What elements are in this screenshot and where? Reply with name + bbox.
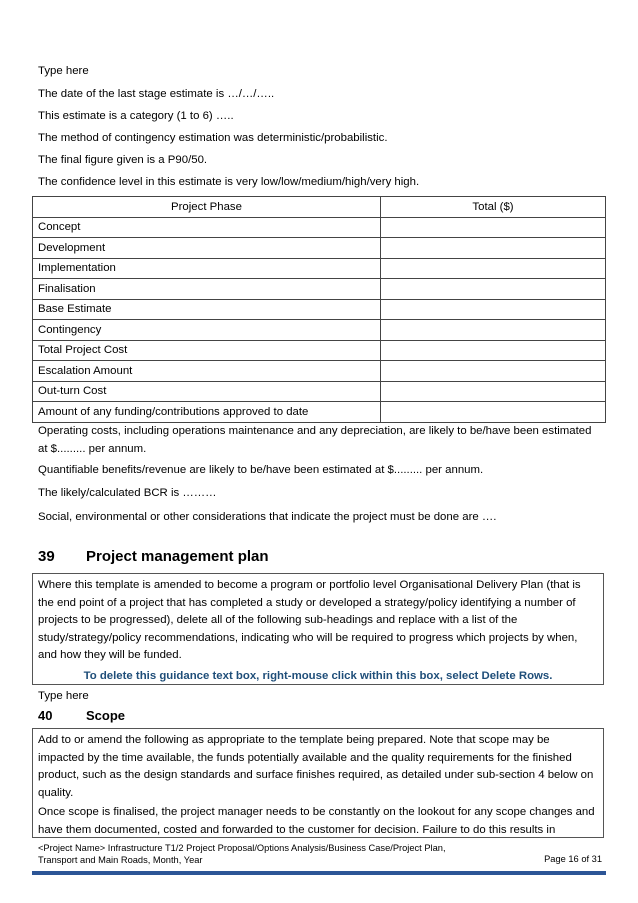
row-label: Base Estimate [33, 299, 381, 320]
row-label: Escalation Amount [33, 361, 381, 382]
table-row [33, 258, 606, 279]
column-header-phase: Project Phase [33, 197, 381, 218]
guidance-text: Once scope is finalised, the project manager needs to be constantly on the lookout for any scope changes and have them documented, costed and forwarded to the customer for decision. Failure to do this results in [38, 806, 595, 836]
table-row [33, 279, 606, 300]
footer [38, 842, 446, 866]
row-label: Concept [33, 217, 381, 238]
section-title: Project management plan [86, 548, 269, 565]
row-label: Development [33, 238, 381, 259]
guidance-box-39[interactable] [32, 573, 604, 685]
total-cell[interactable] [381, 381, 606, 402]
table-row [33, 381, 606, 402]
bcr-text: The likely/calculated BCR is ……… [38, 487, 217, 499]
delete-guidance-note: To delete this guidance text box, right-mouse click within this box, select Delete Rows. [83, 669, 553, 682]
table-row [33, 340, 606, 361]
confidence-level-line: The confidence level in this estimate is very low/low/medium/high/very high. [38, 176, 420, 188]
section-number: 40 [38, 708, 53, 723]
section-title: Scope [86, 708, 126, 723]
estimate-category-line: This estimate is a category (1 to 6) ….. [38, 110, 234, 122]
total-cell[interactable] [381, 340, 606, 361]
table-row [33, 238, 606, 259]
row-label: Contingency [33, 320, 381, 341]
row-label: Finalisation [33, 279, 381, 300]
footer-line-1: <Project Name> Infrastructure T1/2 Project Proposal/Options Analysis/Business Case/Project Plan, [38, 843, 446, 853]
row-label: Implementation [33, 258, 381, 279]
table-row [33, 361, 606, 382]
row-label: Total Project Cost [33, 340, 381, 361]
guidance-text: Add to or amend the following as appropriate to the template being prepared. Note that scope may be impacted by the time available, the funds potentially available and the quality requirements for the finished product, such as the design standards and surface finishes required, as detailed under sub-section 4 below on quality. [38, 734, 594, 799]
social-considerations-text: Social, environmental or other considerations that indicate the project must be done are …. [38, 511, 497, 523]
column-header-total: Total ($) [381, 197, 606, 218]
operating-costs-text: Operating costs, including operations maintenance and any depreciation, are likely to be/have been estimated at $......... per annum. [38, 425, 592, 455]
section-number: 39 [38, 548, 55, 565]
guidance-text: Where this template is amended to become a program or portfolio level Organisational Delivery Plan (that is the end point of a project that has completed a study or developed a strategy/policy identifying a number of projects to be progressed), delete all of the following sub-headings and replace with a list of the study/strategy/policy recommendations, indicating who will be required to progress which projects by when, and how they will be funded. [38, 579, 581, 661]
table-row [33, 320, 606, 341]
total-cell[interactable] [381, 299, 606, 320]
table-row [33, 402, 606, 423]
benefits-text: Quantifiable benefits/revenue are likely to be/have been estimated at $......... per annum. [38, 464, 484, 476]
total-cell[interactable] [381, 279, 606, 300]
cost-estimate-table [32, 196, 606, 423]
section-40-heading [38, 708, 125, 723]
page-number: Page 16 of 31 [544, 854, 602, 864]
total-cell[interactable] [381, 258, 606, 279]
footer-line-2: Transport and Main Roads, Month, Year [38, 855, 203, 865]
type-here-text[interactable]: Type here [38, 690, 89, 702]
guidance-box-40[interactable] [32, 728, 604, 838]
section-39-heading [38, 548, 269, 565]
table-row [33, 299, 606, 320]
row-label: Out-turn Cost [33, 381, 381, 402]
footer-accent-bar [32, 871, 606, 875]
total-cell[interactable] [381, 238, 606, 259]
row-label: Amount of any funding/contributions approved to date [33, 402, 381, 423]
total-cell[interactable] [381, 402, 606, 423]
final-figure-line: The final figure given is a P90/50. [38, 154, 208, 166]
total-cell[interactable] [381, 361, 606, 382]
table-header-row [33, 197, 606, 218]
contingency-method-line: The method of contingency estimation was deterministic/probabilistic. [38, 132, 388, 144]
total-cell[interactable] [381, 217, 606, 238]
table-row [33, 217, 606, 238]
type-here-text[interactable]: Type here [38, 65, 89, 77]
total-cell[interactable] [381, 320, 606, 341]
estimate-date-line: The date of the last stage estimate is …/…/….. [38, 88, 275, 100]
